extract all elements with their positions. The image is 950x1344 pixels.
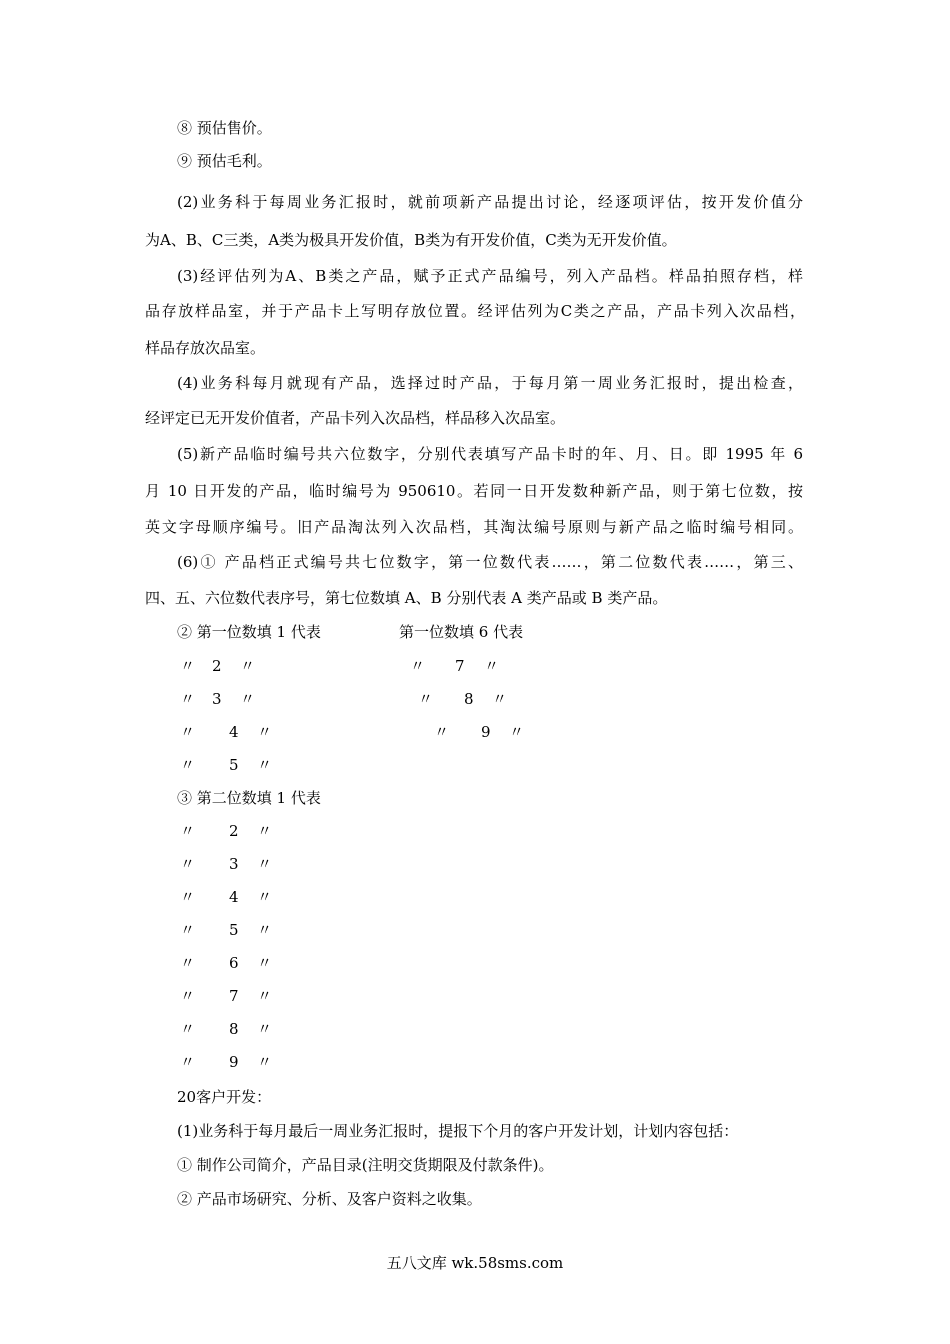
second-digit-1-label: ③ 第二位数填 1 代表 — [177, 789, 321, 807]
para-5-line3: 英文字母顺序编号。旧产品淘汰列入次品档，其淘汰编号原则与新产品之临时编号相同。 — [145, 518, 803, 536]
ditto-mark: 〃 — [180, 921, 196, 939]
ditto-mark: 〃 — [257, 1020, 273, 1038]
first-digit-value: 4 — [229, 723, 239, 741]
page-footer: 五八文库 wk.58sms.com — [386, 1254, 564, 1272]
ditto-mark: 〃 — [418, 690, 434, 708]
second-digit-value: 2 — [229, 822, 239, 840]
ditto-mark: 〃 — [180, 855, 196, 873]
first-digit-value: 2 — [212, 657, 222, 675]
first-digit-value: 3 — [212, 690, 222, 708]
section-heading: 20客户开发： — [177, 1088, 272, 1106]
first-digit-value: 5 — [229, 756, 239, 774]
ditto-mark: 〃 — [240, 690, 256, 708]
ditto-mark: 〃 — [257, 822, 273, 840]
ditto-mark: 〃 — [257, 921, 273, 939]
second-digit-value: 7 — [229, 987, 239, 1005]
ditto-mark: 〃 — [257, 723, 273, 741]
ditto-mark: 〃 — [180, 987, 196, 1005]
para-6-line1: (6)① 产品档正式编号共七位数字，第一位数代表……，第二位数代表……，第三、 — [177, 553, 803, 571]
para-3-line3: 样品存放次品室。 — [145, 339, 266, 357]
para-5-line1: (5)新产品临时编号共六位数字，分别代表填写产品卡时的年、月、日。即 1995 年 6 — [177, 445, 803, 463]
ditto-mark: 〃 — [410, 657, 426, 675]
ditto-mark: 〃 — [257, 888, 273, 906]
first-digit-value: 9 — [481, 723, 491, 741]
para-4-line2: 经评定已无开发价值者，产品卡列入次品档，样品移入次品室。 — [145, 409, 566, 427]
para-6-line2: 四、五、六位数代表序号，第七位数填 A、B 分别代表 A 类产品或 B 类产品。 — [145, 589, 668, 607]
item-8: ⑧ 预估售价。 — [177, 119, 272, 137]
para-5-line2: 月 10 日开发的产品，临时编号为 950610。若同一日开发数种新产品，则于第七位数，按 — [145, 482, 803, 500]
second-digit-value: 8 — [229, 1020, 239, 1038]
first-digit-value: 8 — [464, 690, 474, 708]
client-dev-item-1: ① 制作公司简介，产品目录(注明交货期限及付款条件)。 — [177, 1156, 554, 1174]
ditto-mark: 〃 — [257, 756, 273, 774]
ditto-mark: 〃 — [257, 987, 273, 1005]
ditto-mark: 〃 — [180, 822, 196, 840]
second-digit-value: 6 — [229, 954, 239, 972]
ditto-mark: 〃 — [180, 888, 196, 906]
para-2-line1: (2)业务科于每周业务汇报时，就前项新产品提出讨论，经逐项评估，按开发价值分 — [177, 193, 803, 211]
ditto-mark: 〃 — [492, 690, 508, 708]
ditto-mark: 〃 — [434, 723, 450, 741]
ditto-mark: 〃 — [180, 690, 196, 708]
second-digit-value: 4 — [229, 888, 239, 906]
ditto-mark: 〃 — [180, 657, 196, 675]
para-4-line1: (4)业务科每月就现有产品，选择过时产品，于每月第一周业务汇报时，提出检查， — [177, 374, 803, 392]
second-digit-value: 5 — [229, 921, 239, 939]
item-9: ⑨ 预估毛利。 — [177, 152, 272, 170]
first-digit-value: 7 — [455, 657, 465, 675]
ditto-mark: 〃 — [180, 756, 196, 774]
para-3-line2: 品存放样品室，并于产品卡上写明存放位置。经评估列为C类之产品，产品卡列入次品档， — [145, 302, 805, 320]
ditto-mark: 〃 — [484, 657, 500, 675]
ditto-mark: 〃 — [180, 1053, 196, 1071]
ditto-mark: 〃 — [180, 954, 196, 972]
first-digit-1-label: ② 第一位数填 1 代表 — [177, 623, 321, 641]
ditto-mark: 〃 — [257, 855, 273, 873]
second-digit-value: 9 — [229, 1053, 239, 1071]
ditto-mark: 〃 — [509, 723, 525, 741]
para-3-line1: (3)经评估列为A、B类之产品，赋予正式产品编号，列入产品档。样品拍照存档，样 — [177, 267, 803, 285]
client-dev-para-1: (1)业务科于每月最后一周业务汇报时，提报下个月的客户开发计划，计划内容包括： — [177, 1122, 739, 1140]
para-2-line2: 为A、B、C三类，A类为极具开发价值，B类为有开发价值，C类为无开发价值。 — [145, 231, 677, 249]
ditto-mark: 〃 — [257, 954, 273, 972]
ditto-mark: 〃 — [180, 723, 196, 741]
first-digit-6-label: 第一位数填 6 代表 — [399, 623, 524, 641]
second-digit-value: 3 — [229, 855, 239, 873]
ditto-mark: 〃 — [240, 657, 256, 675]
ditto-mark: 〃 — [180, 1020, 196, 1038]
client-dev-item-2: ② 产品市场研究、分析、及客户资料之收集。 — [177, 1190, 482, 1208]
ditto-mark: 〃 — [257, 1053, 273, 1071]
